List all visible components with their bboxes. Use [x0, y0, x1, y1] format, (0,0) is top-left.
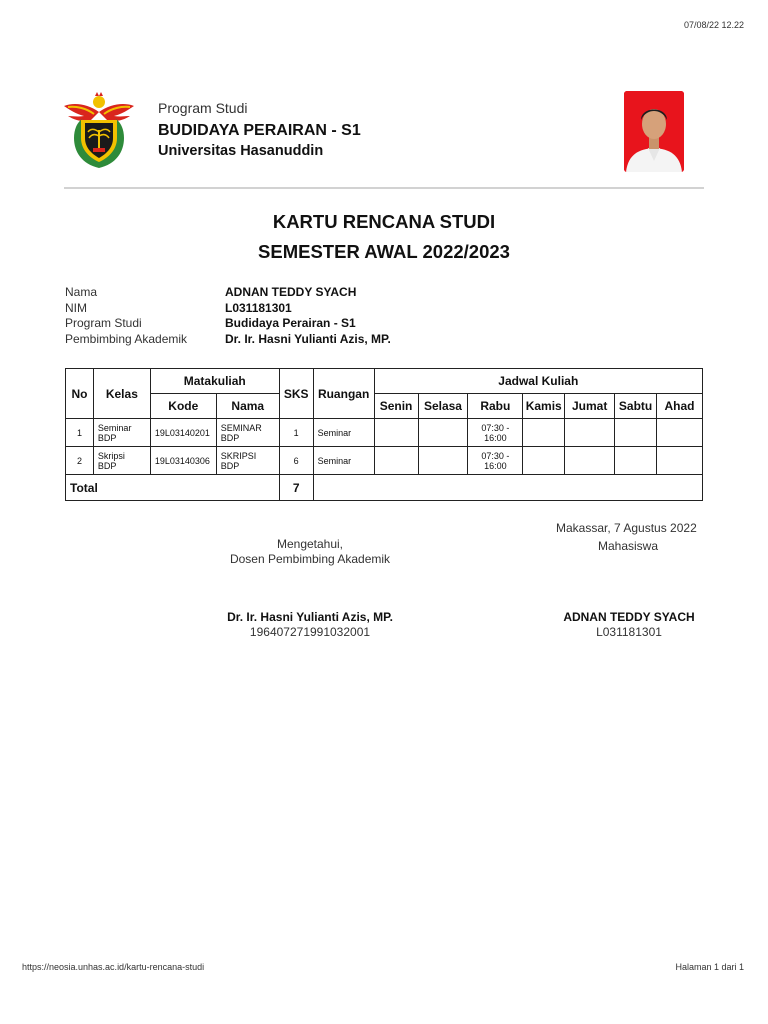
table-row — [66, 419, 703, 447]
university-logo-icon — [62, 92, 136, 170]
acknowledgement — [215, 537, 405, 567]
col-header-matakuliah: Matakuliah — [150, 369, 279, 394]
cell-kode: 19L03140306 — [150, 447, 216, 475]
header-divider — [64, 187, 704, 189]
cell-rabu: 07:30 - 16:00 — [468, 447, 523, 475]
cell-senin — [374, 447, 418, 475]
cell-ahad — [657, 419, 703, 447]
student-name: ADNAN TEDDY SYACH — [563, 610, 695, 624]
advisor-name: Dr. Ir. Hasni Yulianti Azis, MP. — [227, 610, 393, 624]
student-photo-image — [624, 91, 684, 172]
cell-sabtu — [615, 447, 657, 475]
info-value: Budidaya Perairan - S1 — [225, 316, 356, 330]
student-nim: L031181301 — [596, 625, 662, 639]
cell-jumat — [565, 419, 615, 447]
info-label: NIM — [65, 300, 87, 315]
col-header-ruangan: Ruangan — [313, 369, 374, 419]
table-row — [66, 447, 703, 475]
table-subheader-row — [66, 394, 703, 419]
col-header-sabtu: Sabtu — [615, 394, 657, 419]
info-row-advisor — [65, 332, 391, 348]
place-date: Makassar, 7 Agustus 2022 — [556, 521, 697, 535]
document-title: KARTU RENCANA STUDI — [272, 211, 496, 232]
program-name: BUDIDAYA PERAIRAN - S1 — [158, 122, 361, 139]
col-header-no: No — [66, 369, 94, 419]
print-date: 07/08/22 12.22 — [683, 20, 744, 30]
total-sks: 7 — [279, 475, 313, 501]
col-header-kamis: Kamis — [523, 394, 565, 419]
cell-selasa — [418, 419, 468, 447]
advisor-signature — [200, 610, 420, 640]
col-header-kode: Kode — [150, 394, 216, 419]
cell-senin — [374, 419, 418, 447]
cell-sks: 6 — [279, 447, 313, 475]
cell-ruangan: Seminar — [313, 447, 374, 475]
footer-url: https://neosia.unhas.ac.id/kartu-rencana-studi — [22, 962, 205, 972]
info-label: Pembimbing Akademik — [65, 331, 188, 346]
info-value: Dr. Ir. Hasni Yulianti Azis, MP. — [225, 331, 391, 346]
table-header-row — [66, 369, 703, 394]
col-header-selasa: Selasa — [418, 394, 468, 419]
cell-nama: SKRIPSI BDP — [216, 447, 279, 475]
advisor-nip: 196407271991032001 — [249, 625, 371, 639]
table-total-row — [66, 475, 703, 501]
col-header-jadwal: Jadwal Kuliah — [374, 369, 702, 394]
study-plan-table — [65, 368, 703, 501]
cell-kode: 19L03140201 — [150, 419, 216, 447]
total-empty — [313, 475, 702, 501]
program-label: Program Studi — [158, 100, 248, 116]
page-number: Halaman 1 dari 1 — [675, 962, 744, 972]
col-header-senin: Senin — [374, 394, 418, 419]
info-row-nim — [65, 301, 391, 317]
info-row-name — [65, 285, 391, 301]
info-row-program — [65, 316, 391, 332]
col-header-rabu: Rabu — [468, 394, 523, 419]
cell-kamis — [523, 419, 565, 447]
cell-no: 1 — [66, 419, 94, 447]
info-label: Program Studi — [65, 316, 142, 330]
cell-selasa — [418, 447, 468, 475]
col-header-nama: Nama — [216, 394, 279, 419]
semester-title: SEMESTER AWAL 2022/2023 — [258, 241, 510, 262]
cell-no: 2 — [66, 447, 94, 475]
student-signature — [549, 610, 709, 640]
student-signature-label: Mahasiswa — [598, 539, 659, 553]
cell-sks: 1 — [279, 419, 313, 447]
student-photo — [624, 91, 684, 172]
info-value: L031181301 — [225, 300, 292, 315]
acknowledge-line1: Mengetahui, — [276, 537, 344, 551]
university-name: Universitas Hasanuddin — [158, 143, 324, 159]
cell-ruangan: Seminar — [313, 419, 374, 447]
total-label: Total — [66, 475, 280, 501]
cell-sabtu — [615, 419, 657, 447]
cell-nama: SEMINAR BDP — [216, 419, 279, 447]
cell-jumat — [565, 447, 615, 475]
student-info — [65, 285, 391, 347]
info-label: Nama — [65, 285, 98, 299]
cell-ahad — [657, 447, 703, 475]
col-header-jumat: Jumat — [565, 394, 615, 419]
col-header-sks: SKS — [279, 369, 313, 419]
header-text — [158, 100, 361, 159]
cell-kamis — [523, 447, 565, 475]
cell-kelas: Skripsi BDP — [93, 447, 150, 475]
acknowledge-line2: Dosen Pembimbing Akademik — [229, 552, 391, 566]
cell-kelas: Seminar BDP — [93, 419, 150, 447]
col-header-ahad: Ahad — [657, 394, 703, 419]
col-header-kelas: Kelas — [93, 369, 150, 419]
cell-rabu: 07:30 - 16:00 — [468, 419, 523, 447]
info-value: ADNAN TEDDY SYACH — [225, 285, 357, 299]
